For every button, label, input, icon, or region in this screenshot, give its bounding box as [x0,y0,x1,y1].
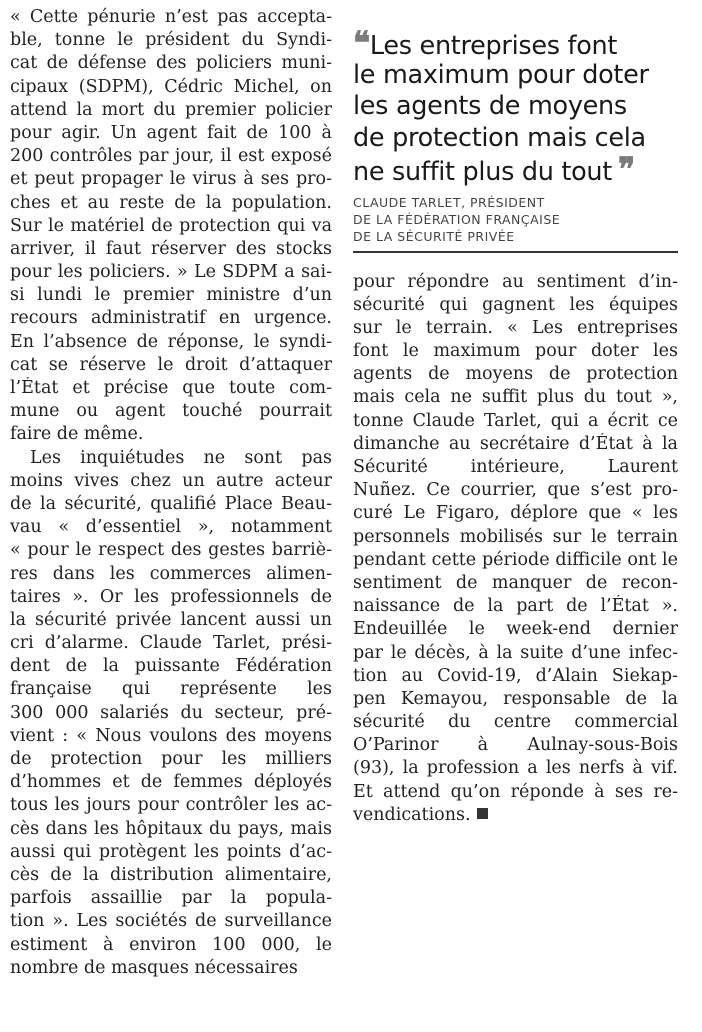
pull-quote-line-text: le maximum pour doter [353,59,649,90]
pull-quote-line [353,60,678,92]
end-of-article-icon [477,808,488,819]
text-line: tous les jours pour contrôler les ac- [10,795,332,816]
text-line: tion ». Les sociétés de surveillance [10,911,332,932]
text-line: moins vives chez un autre acteur [10,470,332,491]
text-line: pour répondre au sentiment d’in- [353,271,678,292]
text-line: font le maximum pour doter les [353,341,678,362]
pull-quote-attribution [353,194,678,251]
text-line: ches et au reste de la population. [10,192,332,213]
text-line: cès de la distribution alimentaire, [10,864,332,885]
text-line: cat se réserve le droit d’attaquer [10,354,332,375]
text-line: arriver, il faut réserver des stocks [10,238,332,259]
text-line: Nuñez. Ce courrier, que s’est pro- [353,480,678,501]
text-line: 300 000 salariés du secteur, pré- [10,702,332,723]
pull-quote-line [353,28,678,60]
text-line: d’hommes et de femmes déployés [10,772,332,793]
text-line: attend la mort du premier policier [10,99,332,120]
pull-quote-line [353,91,678,123]
text-line: Sur le matériel de protection qui va [10,215,332,236]
text-line: (93), la profession a les nerfs à vif. [353,758,678,779]
text-line: taires ». Or les professionnels de [10,586,332,607]
text-line: nombre de masques nécessaires [10,957,298,978]
text-line: sentiment de manquer de recon- [353,572,678,593]
open-quote-icon: ❝ [353,28,370,60]
article-left-column [10,0,332,980]
right-body-text [353,271,678,828]
text-line: recours administratif en urgence. [10,308,332,329]
attribution-line: CLAUDE TARLET, PRÉSIDENT [353,194,545,210]
text-line: Endeuillée le week-end dernier [353,619,678,640]
text-line: tonne Claude Tarlet, qui a écrit ce [353,410,678,431]
text-line: agents de moyens de protection [353,364,678,385]
pull-quote-line [353,123,678,155]
text-line: de protection pour les milliers [10,749,332,769]
text-line: pour agir. Un agent fait de 100 à [10,122,332,143]
text-line: Sécurité intérieure, Laurent [353,457,678,477]
text-line: cès dans les hôpitaux du pays, mais [10,818,332,839]
text-line: française qui représente les [10,679,332,700]
text-line: faire de même. [10,424,144,445]
text-line: mune ou agent touché pourrait [10,401,332,422]
text-line: et peut propager le virus à ses pro- [10,169,332,190]
text-line: O’Parinor à Aulnay-sous-Bois [353,735,678,756]
close-quote-icon: ❞ [617,154,635,186]
text-line: sur le terrain. « Les entreprises [353,317,678,338]
pull-quote-line-text: de protection mais cela [353,122,646,153]
text-line: personnels mobilisés sur le terrain [353,526,678,547]
text-line: par le décès, à la suite d’une infec- [353,642,678,663]
text-line: si lundi le premier ministre d’un [10,285,332,306]
text-line: sécurité du centre commercial [353,712,678,733]
text-line: 200 contrôles par jour, il est exposé [10,146,332,167]
text-line: parfois assaillie par la popula- [10,888,332,909]
text-line: pendant cette période difficile ont le [353,549,678,570]
pull-quote-text [353,28,678,186]
text-line: « pour le respect des gestes barriè- [10,540,332,561]
pull-quote-line-text: Les entreprises font [369,31,618,60]
text-line: vendications. [353,804,678,827]
text-line: aussi qui protègent les points d’ac- [10,841,332,862]
text-line: vient : « Nous voulons des moyens [10,725,332,746]
text-line: Les inquiétudes ne sont pas [30,447,332,468]
pull-quote-divider [353,251,678,253]
text-line: En l’absence de réponse, le syndi- [10,331,332,352]
pull-quote-line [353,154,678,186]
text-line: l’État et précise que toute com- [10,378,332,398]
pull-quote-line-text: ne suffit plus du tout [353,157,612,186]
text-line: « Cette pénurie n’est pas accepta- [10,7,332,27]
text-line: mais cela ne suffit plus du tout », [353,387,678,408]
text-line: de la sécurité, qualifié Place Beau- [10,493,332,514]
text-line: ble, tonne le président du Syndi- [10,30,332,51]
text-line: curé Le Figaro, déplore que « les [353,503,678,524]
text-line: sécurité qui gagnent les équipes [353,294,678,315]
text-line: tion au Covid-19, d’Alain Siekap- [353,665,678,686]
text-line: cat de défense des policiers muni- [10,53,332,74]
pull-quote [353,28,678,253]
pull-quote-line-text: les agents de moyens [353,91,627,121]
text-line: cipaux (SDPM), Cédric Michel, on [10,76,332,97]
text-line: naissance de la part de l’État ». [353,596,678,617]
text-line: vau « d’essentiel », notamment [10,517,332,538]
text-line: la sécurité privée lancent aussi un [10,609,332,630]
text-line: pen Kemayou, responsable de la [353,688,678,709]
text-line: dent de la puissante Fédération [10,656,332,677]
text-line: dimanche au secrétaire d’État à la [353,433,678,454]
text-line: Et attend qu’on réponde à ses re- [353,781,678,802]
text-line: pour les policiers. » Le SDPM a sai- [10,262,332,283]
attribution-line: DE LA FÉDÉRATION FRANÇAISE [353,211,561,227]
text-line: res dans les commerces alimen- [10,563,332,584]
text-line: estiment à environ 100 000, le [10,934,332,955]
attribution-line: DE LA SÉCURITÉ PRIVÉE [353,228,515,244]
article-right-column [353,0,678,827]
text-line: cri d’alarme. Claude Tarlet, prési- [10,633,332,654]
